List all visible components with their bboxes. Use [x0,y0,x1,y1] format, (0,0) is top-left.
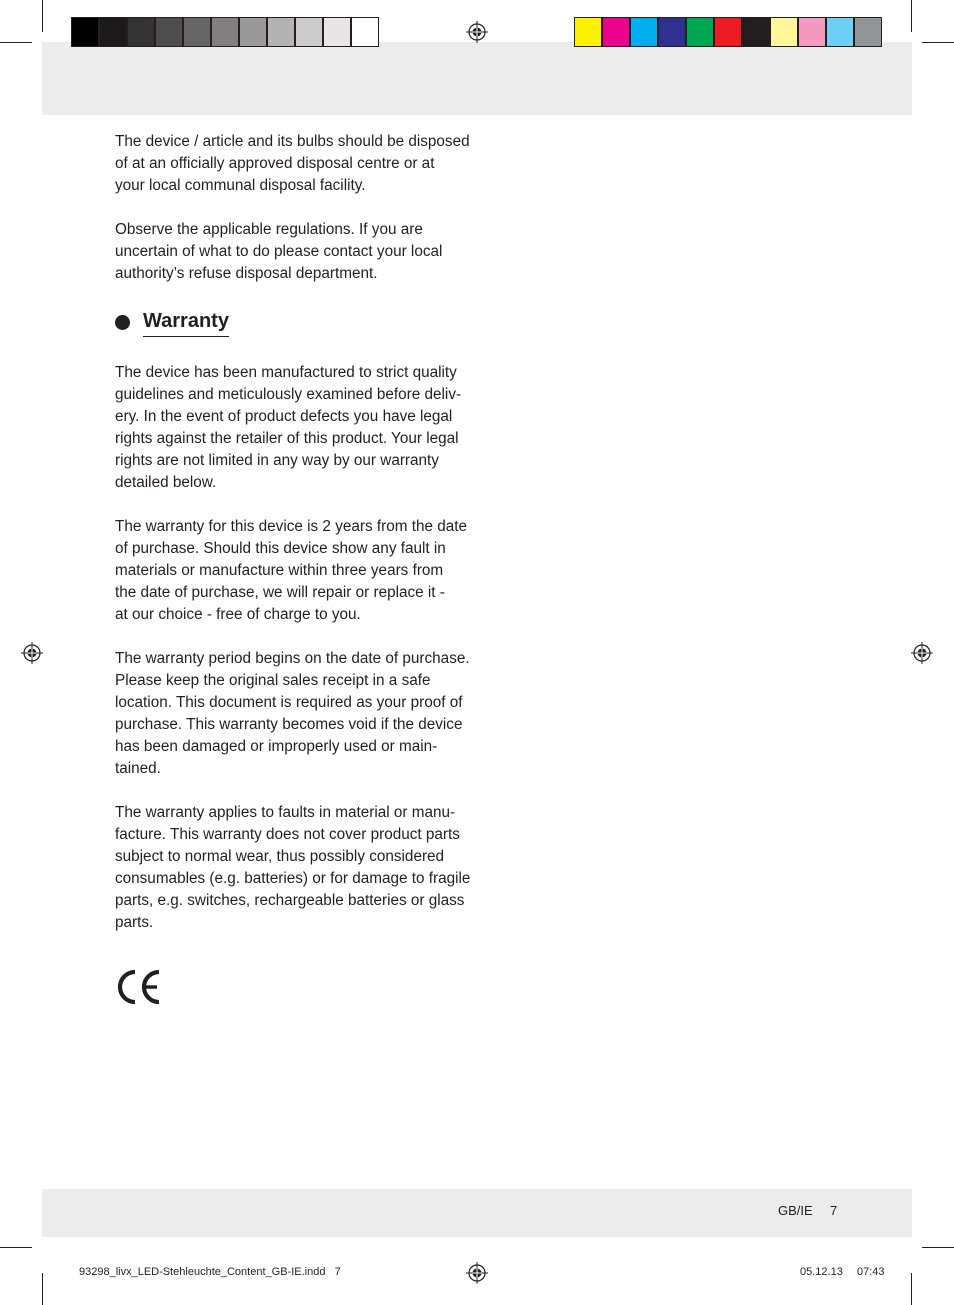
warranty-paragraph: The warranty for this device is 2 years from the date of purchase. Should this device show any fault in materials or manufacture within three years from the date of purchase, we will repair or replace it - at our choice - free of charge to you. [115,518,467,623]
color-swatch [351,17,379,47]
crop-mark [42,1273,43,1305]
color-swatch [630,17,658,47]
color-swatch [574,17,602,47]
color-swatch [770,17,798,47]
color-swatch [798,17,826,47]
crop-mark [42,0,43,32]
color-swatch [211,17,239,47]
color-swatch [127,17,155,47]
registration-mark-icon [466,1262,488,1284]
page-number: 7 [830,1203,838,1218]
slug-filename: 93298_livx_LED-Stehleuchte_Content_GB-IE.indd 7 [79,1266,341,1278]
registration-mark-icon [466,21,488,43]
disposal-paragraph: The device / article and its bulbs should be disposed of at an officially approved disposal centre or at your local communal disposal facility. [115,133,470,194]
crop-mark [911,1273,912,1305]
color-swatch [267,17,295,47]
section-heading [115,307,475,343]
crop-mark [922,1247,954,1248]
crop-mark [0,42,32,43]
header-band [42,42,912,115]
color-swatch [826,17,854,47]
color-swatch [155,17,183,47]
color-swatch [99,17,127,47]
warranty-paragraph: The warranty period begins on the date of purchase. Please keep the original sales receipt in a safe location. This document is required as your proof of purchase. This warranty becomes void if the device has been damaged or improperly used or main- tained. [115,650,470,777]
warranty-paragraph: The device has been manufactured to strict quality guidelines and meticulously examined before deliv- ery. In the event of product defects you have legal rights against the retailer of this product. Your legal rights are not limited in any way by our warranty detailed below. [115,364,462,491]
color-swatch [714,17,742,47]
color-swatch [71,17,99,47]
bullet-icon [115,315,130,330]
color-swatch [239,17,267,47]
crop-mark [922,42,954,43]
registration-mark-icon [911,642,933,664]
regulations-paragraph: Observe the applicable regulations. If you are uncertain of what to do please contact your local authority’s refuse disposal department. [115,221,443,282]
warranty-paragraph: The warranty applies to faults in material or manu- facture. This warranty does not cover product parts subject to normal wear, thus possibly considered consumables (e.g. batteries) or for damage to fragile parts, e.g. switches, rechargeable batteries or glass parts. [115,804,471,931]
color-swatch [602,17,630,47]
color-swatch [742,17,770,47]
slug-time: 07:43 [857,1266,885,1278]
color-swatch [295,17,323,47]
color-swatch [854,17,882,47]
crop-mark [911,0,912,32]
ce-mark-icon [115,969,163,1005]
region-label: GB/IE [778,1203,813,1218]
process-color-bar [574,17,883,47]
main-content [115,131,475,956]
slug-date: 05.12.13 [800,1266,843,1278]
warranty-heading: Warranty [143,307,229,337]
color-swatch [686,17,714,47]
grayscale-color-bar [71,17,380,47]
registration-mark-icon [21,642,43,664]
color-swatch [183,17,211,47]
color-swatch [323,17,351,47]
crop-mark [0,1247,32,1248]
color-swatch [658,17,686,47]
